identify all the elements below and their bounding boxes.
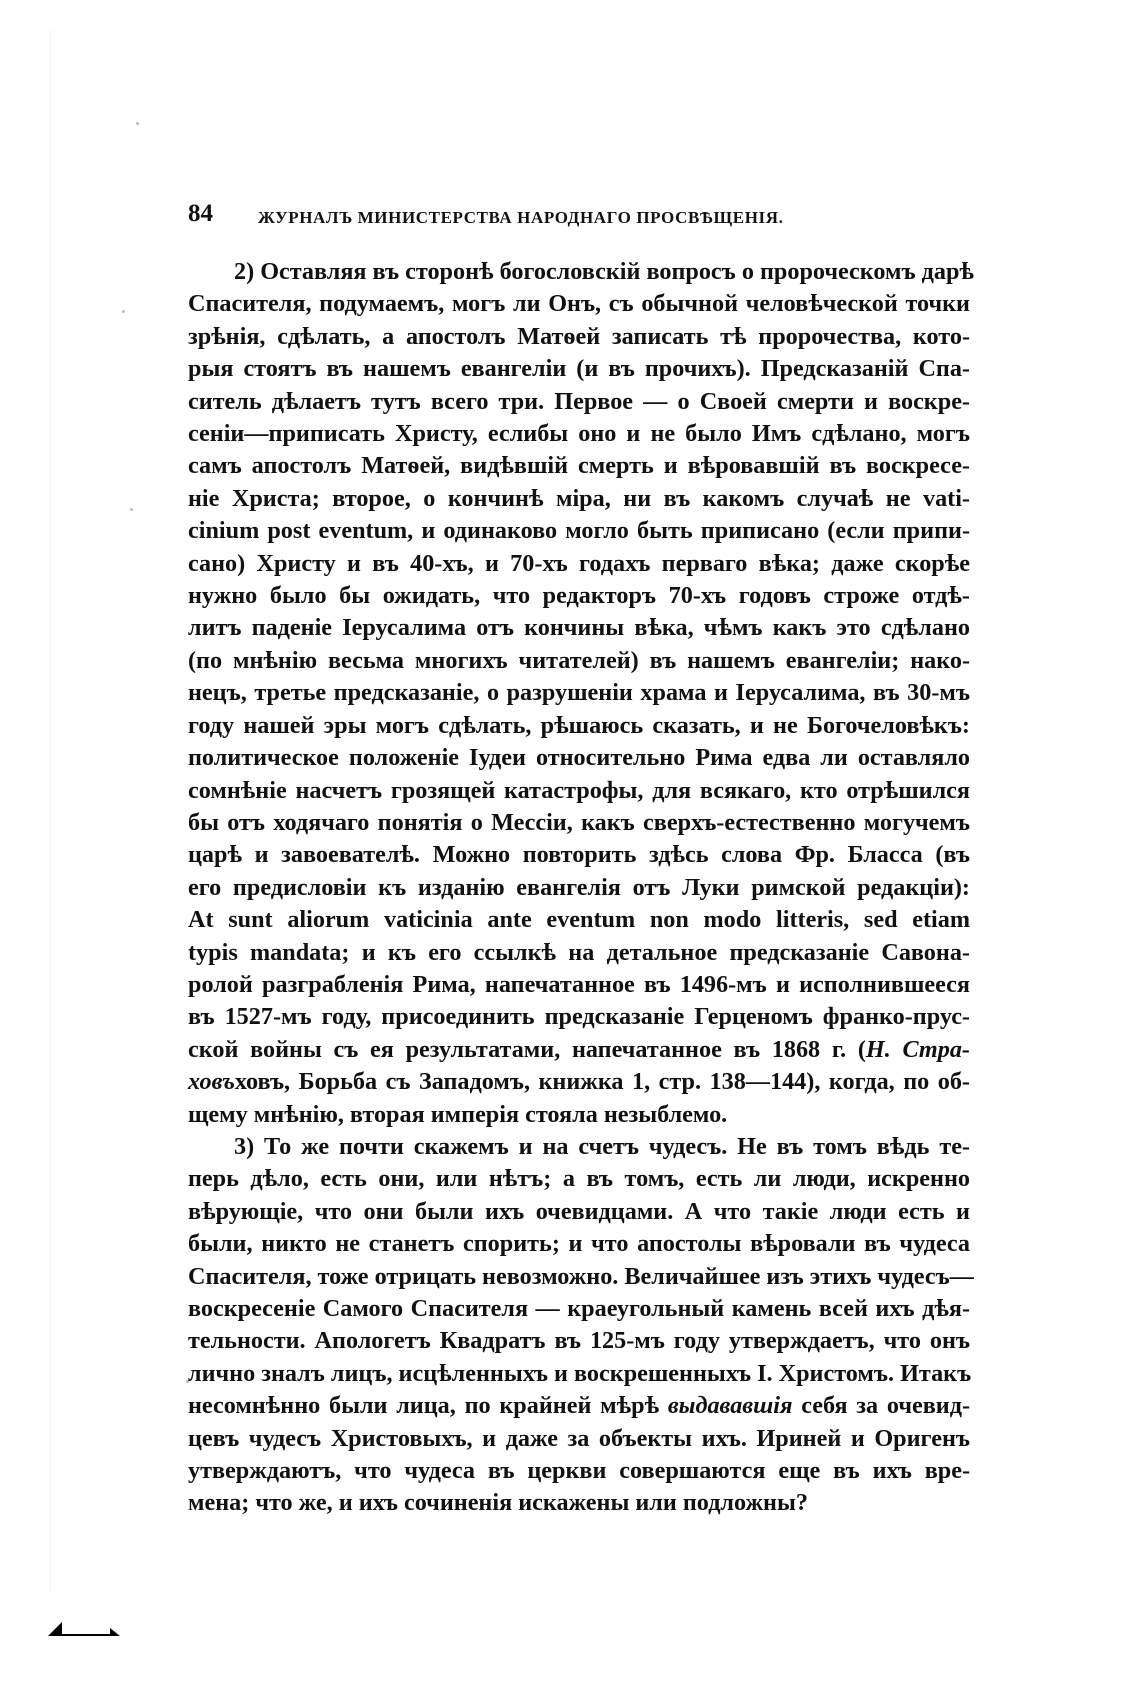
text-line: бы отъ ходячаго понятія о Мессіи, какъ сверхъ-естественно могучемъ: [188, 808, 970, 836]
citation-author-cont: ховъ: [188, 1068, 235, 1096]
text-line: 3) То же почти скажемъ и на счетъ чудесъ. Не въ томъ вѣдь те-: [234, 1132, 970, 1160]
text-segment: ской войны съ ея результатами, напечатанное въ 1868 г. (: [188, 1035, 866, 1063]
text-line-with-italic: [188, 1390, 970, 1422]
text-line: политическое положеніе Іудеи относительно Рима едва ли оставляло: [188, 744, 970, 772]
scan-speck: [136, 122, 139, 125]
text-line: царѣ и завоевателѣ. Можно повторить здѣсь слова Фр. Бласса (въ: [188, 841, 970, 869]
text-line: тельности. Апологетъ Квадратъ въ 125-мъ году утверждаетъ, что онъ: [188, 1327, 970, 1355]
citation-author: Н. Стра-: [865, 1035, 970, 1063]
text-line: воскресеніе Самого Спасителя — краеугольный камень всей ихъ дѣя-: [188, 1295, 970, 1322]
text-line: были, никто не станетъ спорить; и что апостолы вѣровали въ чудеса: [188, 1230, 970, 1258]
italic-word: выдававшія: [667, 1392, 793, 1420]
running-title: ЖУРНАЛЪ МИНИСТЕРСТВА НАРОДНАГО ПРОСВѢЩЕНІЯ.: [258, 208, 784, 227]
text-line: перь дѣло, есть они, или нѣтъ; а въ томъ, есть ли люди, искренно: [188, 1165, 970, 1193]
text-line: нецъ, третье предсказаніе, о разрушеніи храма и Іерусалима, въ 30-мъ: [188, 679, 970, 707]
text-line: литъ паденіе Іерусалима отъ кончины вѣка, чѣмъ какъ это сдѣлано: [188, 614, 970, 642]
text-line: нужно было бы ожидать, что редакторъ 70-хъ годовъ строже отдѣ-: [188, 582, 970, 610]
text-line: сеніи—приписать Христу, еслибы оно и не было Имъ сдѣлано, могъ: [188, 420, 970, 448]
text-line: въ 1527-мъ году, присоединить предсказаніе Герценомъ франко-прус-: [188, 1003, 970, 1031]
text-line: Спасителя, тоже отрицать невозможно. Величайшее изъ этихъ чудесъ—: [188, 1262, 974, 1290]
text-segment: ховъ, Борьба съ Западомъ, книжка 1, стр. 138—144), когда, по об-: [234, 1068, 970, 1096]
text-line: сано) Христу и въ 40-хъ, и 70-хъ годахъ перваго вѣка; даже скорѣе: [188, 549, 970, 577]
paragraph-2: [188, 256, 974, 1131]
body-text: [188, 256, 974, 1520]
text-line: самъ апостолъ Матѳей, видѣвшій смерть и вѣровавшій въ воскресе-: [188, 452, 970, 480]
text-line: typis mandata; и къ его ссылкѣ на детальное предсказаніе Савона-: [188, 938, 970, 966]
text-line: ніе Христа; второе, о кончинѣ міра, ни въ какомъ случаѣ не vati-: [188, 484, 970, 512]
page-header: [188, 200, 970, 240]
text-segment: несомнѣнно были лица, по крайней мѣрѣ: [188, 1392, 668, 1420]
text-line: ролой разграбленія Рима, напечатанное въ 1496-мъ и исполнившееся: [188, 970, 970, 998]
scan-speck: [130, 508, 133, 511]
text-line: зрѣнія, сдѣлать, а апостолъ Матѳей записать тѣ пророчества, кото-: [188, 322, 970, 350]
paragraph-3: [188, 1131, 974, 1520]
text-line: мена; что же, и ихъ сочиненія искажены или подложны?: [188, 1489, 808, 1517]
text-line: рыя стоятъ въ нашемъ евангеліи (и въ прочихъ). Предсказаній Спа-: [188, 355, 970, 383]
text-line: его предисловіи къ изданію евангелія отъ Луки римской редакціи):: [188, 873, 970, 901]
text-line: сомнѣніе насчетъ грозящей катастрофы, для всякаго, кто отрѣшился: [188, 776, 970, 804]
text-segment: себя за очевид-: [792, 1392, 971, 1420]
text-line: году нашей эры могъ сдѣлать, рѣшаюсь сказать, и не Богочеловѣкъ:: [188, 711, 970, 739]
text-line: cinium post eventum, и одинаково могло быть приписано (если припи-: [188, 517, 970, 545]
page-number: 84: [188, 200, 213, 227]
text-line: лично зналъ лицъ, исцѣленныхъ и воскрешенныхъ І. Христомъ. Итакъ: [188, 1359, 972, 1387]
scan-speck: [122, 310, 125, 313]
text-line: ситель дѣлаетъ тутъ всего три. Первое — о Своей смерти и воскре-: [188, 387, 970, 415]
text-line: вѣрующіе, что они были ихъ очевидцами. А что такіе люди есть и: [188, 1197, 970, 1225]
text-line: (по мнѣнію весьма многихъ читателей) въ нашемъ евангеліи; нако-: [188, 646, 970, 674]
scan-corner-arrow-icon: [48, 1618, 128, 1638]
scan-gutter-shadow: [50, 30, 51, 1590]
text-line-with-citation: [188, 1066, 970, 1098]
text-line: Спасителя, подумаемъ, могъ ли Онъ, съ обычной человѣческой точки: [188, 290, 970, 318]
text-line: утверждаютъ, что чудеса въ церкви совершаются еще въ ихъ вре-: [188, 1457, 970, 1485]
text-line: цевъ чудесъ Христовыхъ, и даже за объекты ихъ. Ириней и Оригенъ: [188, 1424, 970, 1452]
text-line-with-citation: [188, 1034, 970, 1066]
text-line: 2) Оставляя въ сторонѣ богословскій вопросъ о пророческомъ дарѣ: [234, 258, 974, 285]
latin-quote-line: At sunt aliorum vaticinia ante eventum non modo litteris, sed etiam: [188, 906, 970, 934]
text-line: щему мнѣнію, вторая имперія стояла незыблемо.: [188, 1100, 728, 1128]
